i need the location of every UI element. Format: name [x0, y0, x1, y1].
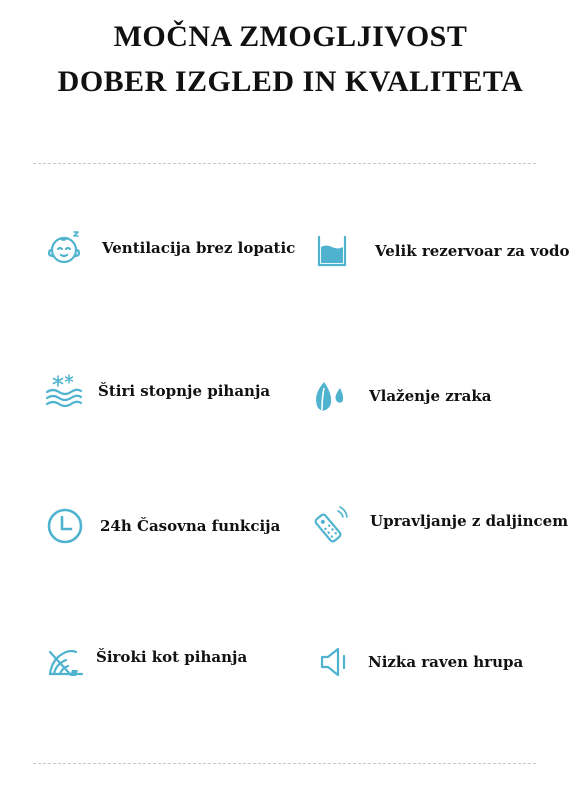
feature-water-tank [312, 231, 569, 271]
bottom-divider [33, 763, 536, 764]
feature-label: 24h Časovna funkcija [100, 517, 281, 535]
feature-timer [45, 506, 280, 546]
wide-angle-icon [46, 640, 86, 680]
top-divider [33, 163, 536, 164]
title-line-1: MOČNA ZMOGLJIVOST [113, 20, 468, 53]
feature-bladeless [44, 228, 295, 268]
baby-face-icon [44, 228, 84, 268]
feature-label: Velik rezervoar za vodo [375, 242, 570, 260]
leaf-drop-icon [310, 376, 350, 416]
feature-label: Široki kot pihanja [96, 648, 248, 666]
feature-speeds [44, 371, 270, 411]
title-line-2: DOBER IZGLED IN KVALITETA [57, 65, 524, 98]
water-tank-icon [312, 231, 352, 271]
speaker-icon [316, 642, 356, 682]
feature-humidify [310, 376, 491, 416]
feature-low-noise [316, 642, 523, 682]
feature-label: Nizka raven hrupa [368, 653, 524, 671]
clock-icon [45, 506, 85, 546]
snow-waves-icon [44, 371, 84, 411]
remote-control-icon [308, 506, 348, 546]
feature-label: Štiri stopnje pihanja [98, 382, 271, 400]
feature-remote [308, 506, 568, 546]
feature-wide-angle [46, 640, 247, 680]
feature-label: Upravljanje z daljincem [370, 512, 569, 530]
feature-label: Ventilacija brez lopatic [102, 239, 296, 257]
feature-label: Vlaženje zraka [369, 387, 492, 405]
